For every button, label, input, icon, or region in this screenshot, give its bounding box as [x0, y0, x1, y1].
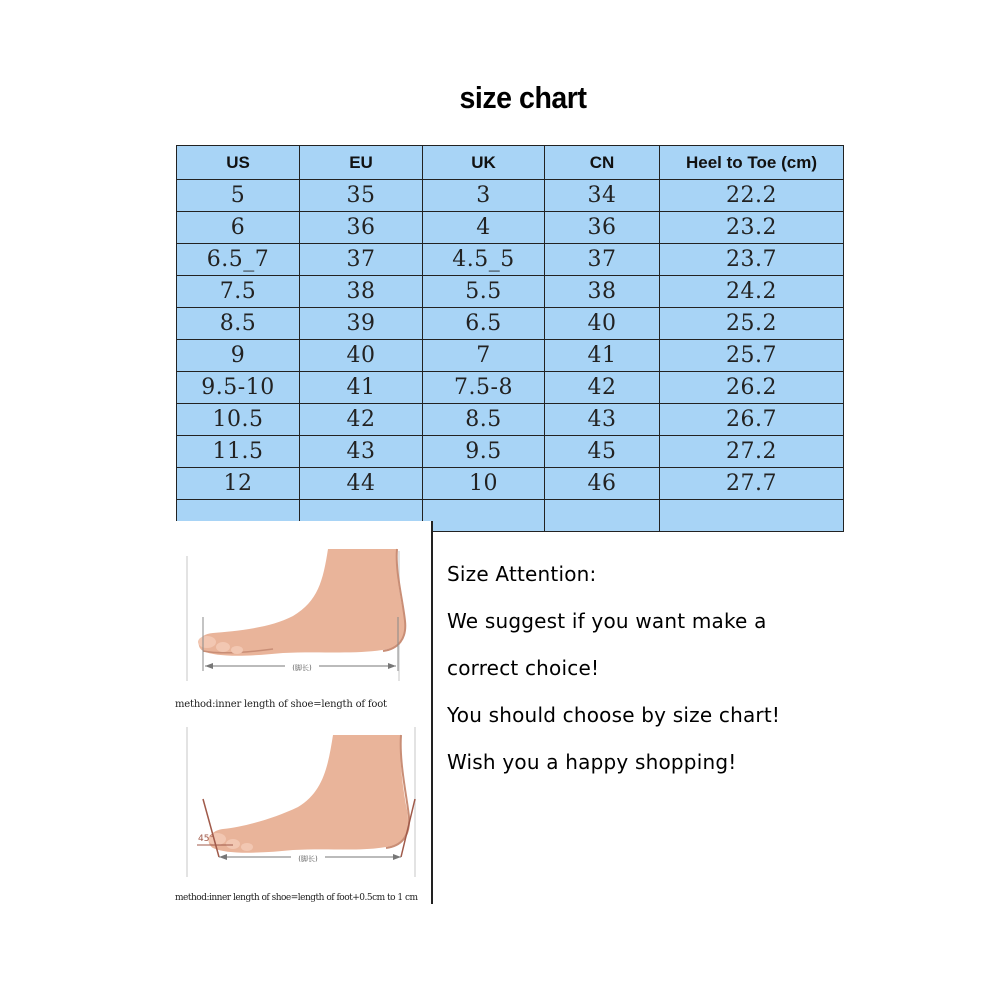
cell-cn: 41 [545, 340, 660, 372]
cell-uk: 7.5-8 [423, 372, 545, 404]
table-row [177, 276, 844, 308]
page-title: size chart [459, 80, 587, 115]
cell-heel-to-toe: 24.2 [660, 276, 844, 308]
cell-eu: 36 [300, 212, 423, 244]
method-text-1: method:inner length of shoe=length of foot [175, 699, 387, 710]
cell-uk: 8.5 [423, 404, 545, 436]
foot-diagram-angled [173, 717, 431, 887]
attention-line: correct choice! [447, 656, 600, 680]
header-us: US [177, 146, 300, 180]
method-text-2: method:inner length of shoe=length of foot+0.5cm to 1 cm [175, 893, 418, 903]
cell-heel-to-toe: 23.7 [660, 244, 844, 276]
cell-us: 7.5 [177, 276, 300, 308]
cell-heel-to-toe: 22.2 [660, 180, 844, 212]
table-row [177, 436, 844, 468]
cell-cn: 36 [545, 212, 660, 244]
table-row [177, 372, 844, 404]
cell-eu: 35 [300, 180, 423, 212]
table-row [177, 404, 844, 436]
cell-us: 6.5_7 [177, 244, 300, 276]
cell-uk: 4.5_5 [423, 244, 545, 276]
foot-diagram-flat [173, 521, 431, 696]
cell-cn: 43 [545, 404, 660, 436]
cell-cn: 45 [545, 436, 660, 468]
cell-us: 5 [177, 180, 300, 212]
measure-label-2: (脚长) [298, 855, 318, 863]
cell-heel-to-toe: 25.7 [660, 340, 844, 372]
cell-heel-to-toe: 25.2 [660, 308, 844, 340]
cell-cn: 38 [545, 276, 660, 308]
table-row [177, 468, 844, 500]
cell-heel-to-toe: 26.7 [660, 404, 844, 436]
cell-uk: 4 [423, 212, 545, 244]
cell-eu: 39 [300, 308, 423, 340]
cell-us: 10.5 [177, 404, 300, 436]
cell-us: 9 [177, 340, 300, 372]
cell-uk: 10 [423, 468, 545, 500]
header-eu: EU [300, 146, 423, 180]
cell-uk: 5.5 [423, 276, 545, 308]
foot-measure-panel [173, 521, 433, 904]
cell-us: 8.5 [177, 308, 300, 340]
cell-us: 9.5-10 [177, 372, 300, 404]
attention-line: You should choose by size chart! [447, 703, 781, 727]
cell-eu: 37 [300, 244, 423, 276]
table-row [177, 340, 844, 372]
cell-cn: 34 [545, 180, 660, 212]
cell-cn: 37 [545, 244, 660, 276]
cell-heel-to-toe: 27.7 [660, 468, 844, 500]
cell-heel-to-toe: 23.2 [660, 212, 844, 244]
attention-line: Wish you a happy shopping! [447, 750, 737, 774]
cell-eu: 44 [300, 468, 423, 500]
attention-line: We suggest if you want make a [447, 609, 767, 633]
table-row [177, 180, 844, 212]
angle-label: 45° [198, 834, 214, 844]
table-row [177, 308, 844, 340]
cell-heel-to-toe: 27.2 [660, 436, 844, 468]
cell-uk: 7 [423, 340, 545, 372]
cell-cn: 46 [545, 468, 660, 500]
header-heel-to-toe: Heel to Toe (cm) [660, 146, 844, 180]
cell-eu: 41 [300, 372, 423, 404]
header-uk: UK [423, 146, 545, 180]
cell-uk: 6.5 [423, 308, 545, 340]
cell-empty [660, 500, 844, 532]
table-header-row [177, 146, 844, 180]
size-chart-table [176, 145, 844, 532]
cell-uk: 3 [423, 180, 545, 212]
cell-us: 6 [177, 212, 300, 244]
cell-eu: 42 [300, 404, 423, 436]
measure-label-1: (脚长) [292, 664, 312, 672]
cell-empty [423, 500, 545, 532]
cell-cn: 42 [545, 372, 660, 404]
cell-empty [545, 500, 660, 532]
table-row [177, 212, 844, 244]
header-cn: CN [545, 146, 660, 180]
cell-eu: 43 [300, 436, 423, 468]
cell-eu: 38 [300, 276, 423, 308]
attention-heading: Size Attention: [447, 562, 597, 586]
cell-uk: 9.5 [423, 436, 545, 468]
table-row [177, 244, 844, 276]
size-attention-block [447, 558, 780, 793]
cell-heel-to-toe: 26.2 [660, 372, 844, 404]
cell-us: 11.5 [177, 436, 300, 468]
cell-eu: 40 [300, 340, 423, 372]
cell-us: 12 [177, 468, 300, 500]
cell-cn: 40 [545, 308, 660, 340]
